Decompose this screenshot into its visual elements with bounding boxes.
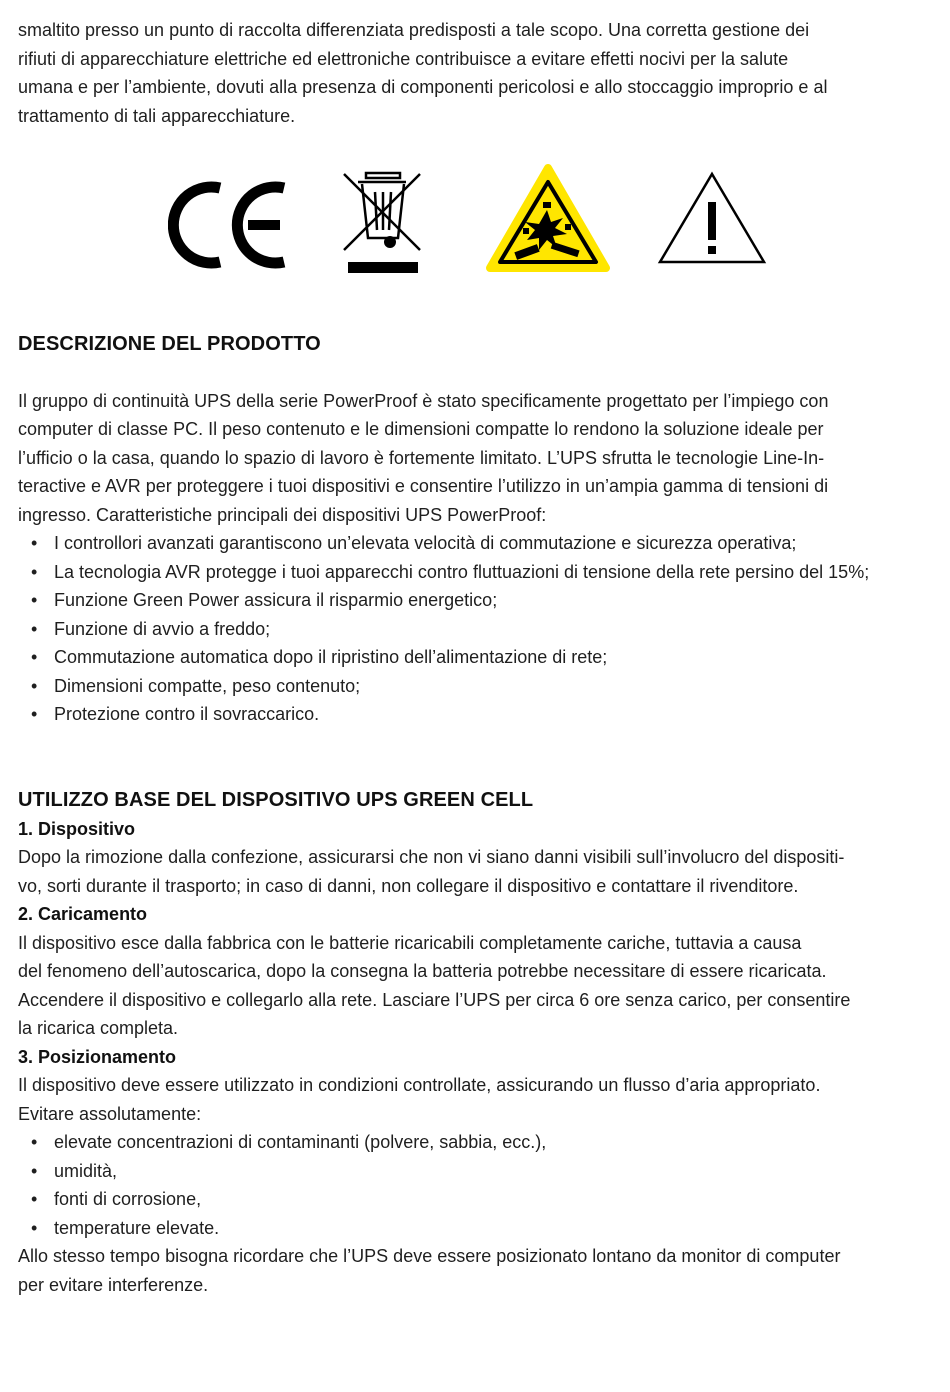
intro-line: umana e per l’ambiente, dovuti alla presenza di componenti pericolosi e allo stoccaggio improprio e al bbox=[18, 77, 828, 97]
bullet-icon: • bbox=[31, 618, 38, 639]
list-item: • fonti di corrosione, bbox=[18, 1185, 938, 1214]
description-line: ingresso. Caratteristiche principali dei dispositivi UPS PowerProof: bbox=[18, 504, 547, 525]
list-item: • elevate concentrazioni di contaminanti (polvere, sabbia, ecc.), bbox=[18, 1128, 938, 1157]
usage-line: Il dispositivo esce dalla fabbrica con le batterie ricaricabili completamente cariche, tuttavia a causa bbox=[18, 932, 802, 953]
bullet-icon: • bbox=[31, 590, 38, 610]
bullet-icon: • bbox=[31, 1160, 38, 1181]
basic-usage-section bbox=[18, 786, 938, 1299]
intro-line: smaltito presso un punto di raccolta differenziata predisposti a tale scopo. Una corretta gestione dei bbox=[18, 20, 810, 40]
usage-line: per evitare interferenze. bbox=[18, 1274, 209, 1295]
list-item: • umidità, bbox=[18, 1157, 938, 1186]
crossed-bin-icon bbox=[340, 170, 426, 276]
description-line: l’ufficio o la casa, quando lo spazio di lavoro è fortemente limitato. L’UPS sfrutta le tecnologie Line-In- bbox=[18, 447, 825, 468]
usage-line: Evitare assolutamente: bbox=[18, 1103, 202, 1124]
bullet-icon: • bbox=[31, 647, 38, 667]
usage-line: Accendere il dispositivo e collegarlo alla rete. Lasciare l’UPS per circa 6 ore senza carico, per consentire bbox=[18, 989, 851, 1010]
list-item: • I controllori avanzati garantiscono un’elevata velocità di commutazione e sicurezza operativa; bbox=[18, 529, 938, 558]
list-item: • Funzione Green Power assicura il risparmio energetico; bbox=[18, 586, 938, 615]
usage-line: del fenomeno dell’autoscarica, dopo la consegna la batteria potrebbe necessitare di essere ricaricata. bbox=[18, 961, 827, 981]
bullet-icon: • bbox=[31, 533, 38, 553]
list-item: • Commutazione automatica dopo il ripristino dell’alimentazione di rete; bbox=[18, 643, 938, 672]
description-line: computer di classe PC. Il peso contenuto e le dimensioni compatte lo rendono la soluzione ideale per bbox=[18, 419, 824, 439]
description-line: teractive e AVR per proteggere i tuoi dispositivi e consentire l’utilizzo in un’ampia gamma di tensioni di bbox=[18, 476, 829, 496]
product-description-section bbox=[18, 330, 938, 729]
ce-mark-icon bbox=[168, 180, 288, 270]
list-item: • Funzione di avvio a freddo; bbox=[18, 615, 938, 644]
section-heading: UTILIZZO BASE DEL DISPOSITIVO UPS GREEN CELL bbox=[18, 789, 534, 811]
usage-line: Allo stesso tempo bisogna ricordare che l’UPS deve essere posizionato lontano da monitor di computer bbox=[18, 1246, 841, 1266]
usage-line: Dopo la rimozione dalla confezione, assicurarsi che non vi siano danni visibili sull’involucro del dispositi- bbox=[18, 847, 845, 867]
bullet-icon: • bbox=[31, 704, 38, 724]
list-item: • La tecnologia AVR protegge i tuoi apparecchi contro fluttuazioni di tensione della rete persino del 15%; bbox=[18, 558, 938, 587]
subsection-title: 3. Posizionamento bbox=[18, 1046, 177, 1067]
list-item: • temperature elevate. bbox=[18, 1214, 938, 1243]
bullet-icon: • bbox=[31, 1217, 38, 1238]
bullet-icon: • bbox=[31, 561, 38, 582]
description-paragraph bbox=[18, 387, 938, 530]
usage-line: Il dispositivo deve essere utilizzato in condizioni controllate, assicurando un flusso d’aria appropriato. bbox=[18, 1075, 821, 1095]
exclamation-warning-icon bbox=[656, 168, 768, 266]
intro-line: trattamento di tali apparecchiature. bbox=[18, 105, 296, 126]
description-line: Il gruppo di continuità UPS della serie PowerProof è stato specificamente progettato per l’impiego con bbox=[18, 390, 829, 411]
safety-symbols bbox=[0, 150, 950, 285]
usage-line: la ricarica completa. bbox=[18, 1018, 179, 1038]
avoid-list bbox=[18, 1128, 938, 1242]
subsection-title: 1. Dispositivo bbox=[18, 818, 136, 839]
list-item: • Dimensioni compatte, peso contenuto; bbox=[18, 672, 938, 701]
subsection-title: 2. Caricamento bbox=[18, 904, 148, 924]
usage-line: vo, sorti durante il trasporto; in caso di danni, non collegare il dispositivo e contattare il rivenditore. bbox=[18, 875, 799, 896]
bullet-icon: • bbox=[31, 675, 38, 696]
explosion-warning-icon bbox=[485, 162, 611, 274]
bullet-icon: • bbox=[31, 1132, 38, 1152]
list-item: • Protezione contro il sovraccarico. bbox=[18, 700, 938, 729]
bullet-icon: • bbox=[31, 1189, 38, 1209]
section-heading: DESCRIZIONE DEL PRODOTTO bbox=[18, 333, 321, 355]
intro-line: rifiuti di apparecchiature elettriche ed elettroniche contribuisce a evitare effetti nocivi per la salute bbox=[18, 48, 789, 69]
feature-list bbox=[18, 529, 938, 729]
intro-paragraph bbox=[18, 16, 938, 130]
